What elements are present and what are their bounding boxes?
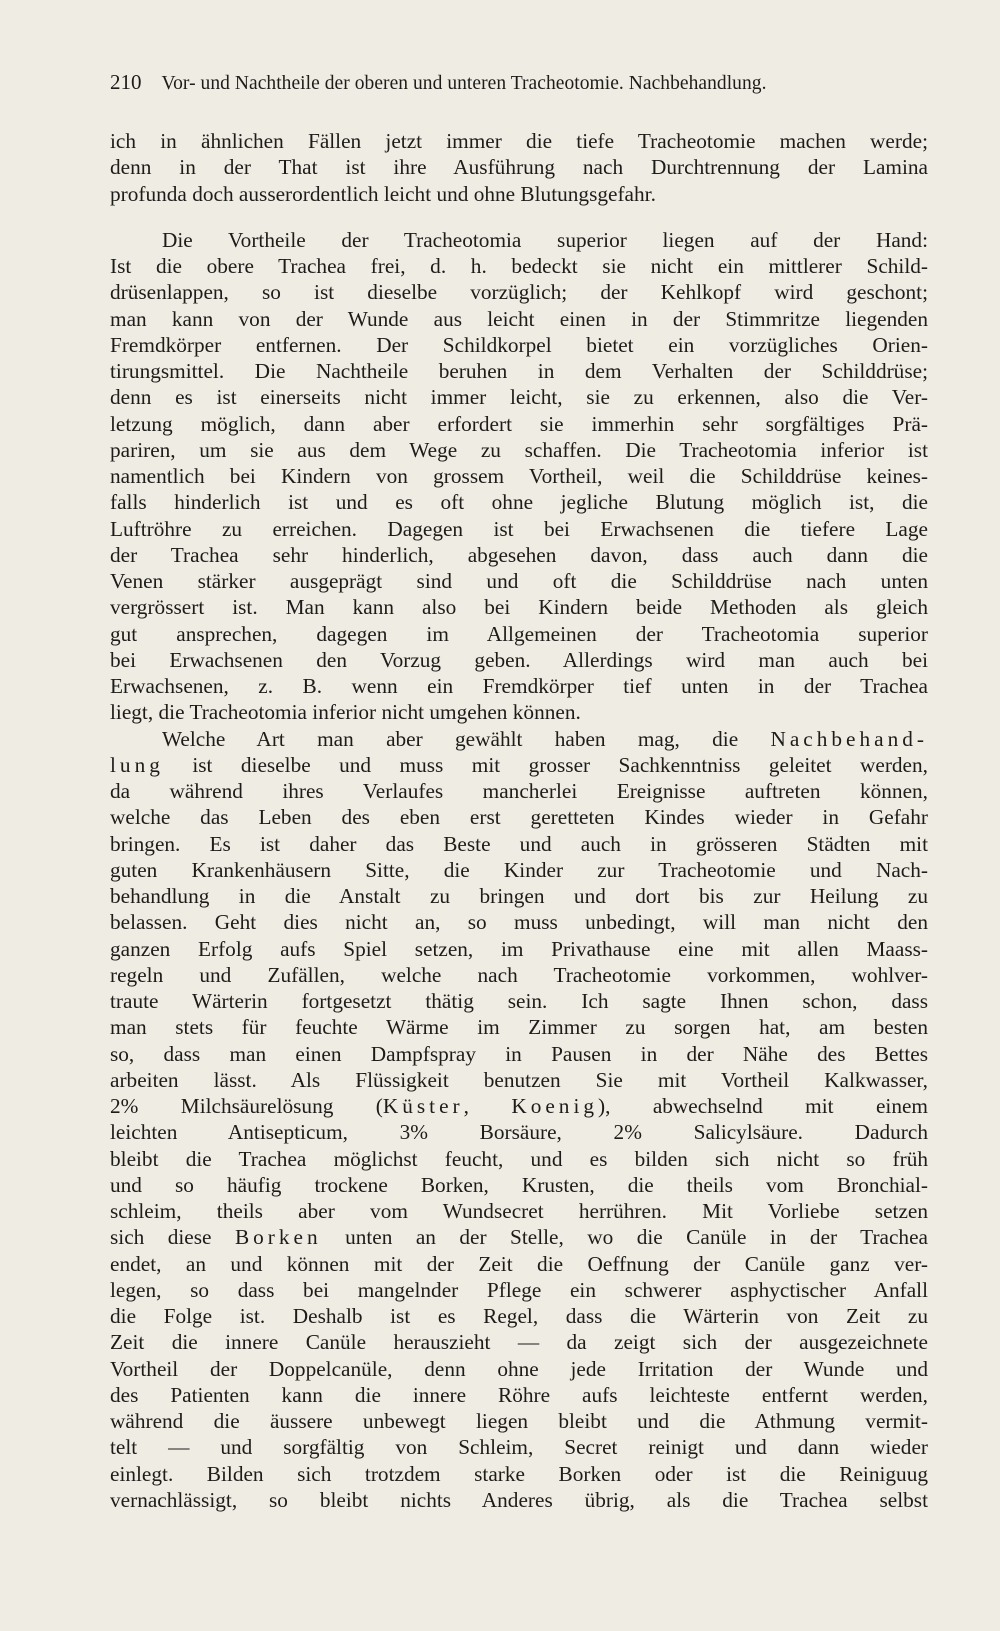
text-line: falls hinderlich ist und es oft ohne jegliche Blutung möglich ist, die [110,490,928,515]
text-line: ganzen Erfolg aufs Spiel setzen, im Privathause eine mit allen Maass- [110,936,928,961]
text-line: regeln und Zufällen, welche nach Tracheotomie vorkommen, wohlver- [110,962,928,987]
text-line: letzung möglich, dann aber erfordert sie immerhin sehr sorgfältiges Prä- [110,411,928,436]
text-line: Vortheil der Doppelcanüle, denn ohne jede Irritation der Wunde und [110,1356,928,1381]
text-line: schleim, theils aber vom Wundsecret herrühren. Mit Vorliebe setzen [110,1199,928,1223]
text-line: Die Vortheile der Tracheotomia superior liegen auf der Hand: [162,227,928,252]
text-line: so, dass man einen Dampfspray in Pausen in der Nähe des Bettes [110,1041,928,1066]
paragraph [110,227,928,726]
text-line: legen, so dass bei mangelnder Pflege ein schwerer asphyctischer Anfall [110,1277,928,1302]
text-line: denn es ist einerseits nicht immer leicht, sie zu erkennen, also die Ver- [110,385,928,410]
text-line: welche das Leben des eben erst geretteten Kindes wieder in Gefahr [110,805,928,830]
text-line: namentlich bei Kindern von grossem Vortheil, weil die Schilddrüse keines- [110,464,928,488]
running-title: Vor- und Nachtheile der oberen und unteren Tracheotomie. Nachbehandlung. [161,73,767,94]
text-line: die Folge ist. Deshalb ist es Regel, dass die Wärterin von Zeit zu [110,1304,928,1328]
text-line: einlegt. Bilden sich trotzdem starke Borken oder ist die Reiniguug [110,1461,928,1486]
text-line: ich in ähnlichen Fällen jetzt immer die tiefe Tracheotomie machen werde; [110,129,928,153]
text-line: belassen. Geht dies nicht an, so muss unbedingt, will man nicht den [110,910,928,935]
text-line: während die äussere unbewegt liegen bleibt und die Athmung vermit- [110,1409,928,1433]
text-line: Luftröhre zu erreichen. Dagegen ist bei Erwachsenen die tiefere Lage [110,516,928,541]
text-line: bleibt die Trachea möglichst feucht, und es bilden sich nicht so früh [110,1146,928,1171]
paragraph-gap [110,207,928,227]
text-line: des Patienten kann die innere Röhre aufs leichteste entfernt werden, [110,1382,928,1407]
page-number: 210 [110,70,142,94]
text-line: tirungsmittel. Die Nachtheile beruhen in dem Verhalten der Schilddrüse; [110,359,928,383]
text-line: vergrössert ist. Man kann also bei Kindern beide Methoden als gleich [110,595,928,620]
text-line: traute Wärterin fortgesetzt thätig sein. Ich sagte Ihnen schon, dass [110,989,928,1013]
text-line: Welche Art man aber gewählt haben mag, die Nachbehand- [162,726,928,751]
text-line: guten Krankenhäusern Sitte, die Kinder zur Tracheotomie und Nach- [110,857,928,882]
text-line: da während ihres Verlaufes mancherlei Ereignisse auftreten können, [110,779,928,803]
text-line: Ist die obere Trachea frei, d. h. bedeckt sie nicht ein mittlerer Schild- [110,254,928,278]
body-text [110,128,928,1513]
text-line: bringen. Es ist daher das Beste und auch in grösseren Städten mit [110,831,928,856]
text-line: Fremdkörper entfernen. Der Schildkorpel bietet ein vorzügliches Orien- [110,332,928,357]
text-line: pariren, um sie aus dem Wege zu schaffen. Die Tracheotomia inferior ist [110,437,928,462]
text-line: behandlung in die Anstalt zu bringen und dort bis zur Heilung zu [110,884,928,908]
text-line: Zeit die innere Canüle herauszieht — da zeigt sich der ausgezeichnete [110,1330,928,1355]
text-line: Erwachsenen, z. B. wenn ein Fremdkörper tief unten in der Trachea [110,674,928,698]
text-line: endet, an und können mit der Zeit die Oeffnung der Canüle ganz ver- [110,1251,928,1276]
text-line: und so häufig trockene Borken, Krusten, die theils vom Bronchial- [110,1172,928,1197]
text-line: telt — und sorgfältig von Schleim, Secret reinigt und dann wieder [110,1435,928,1460]
text-line: lung ist dieselbe und muss mit grosser Sachkenntniss geleitet werden, [110,752,928,777]
text-line: 2% Milchsäurelösung (Küster, Koenig), abwechselnd mit einem [110,1094,928,1118]
text-line: sich diese Borken unten an der Stelle, wo die Canüle in der Trachea [110,1225,928,1250]
text-line: Venen stärker ausgeprägt sind und oft die Schilddrüse nach unten [110,569,928,593]
paragraph [110,128,928,207]
text-line: man stets für feuchte Wärme im Zimmer zu sorgen hat, am besten [110,1015,928,1040]
paragraph [110,726,928,1514]
text-line: liegt, die Tracheotomia inferior nicht umgehen können. [110,700,581,725]
text-line: man kann von der Wunde aus leicht einen in der Stimmritze liegenden [110,306,928,331]
page-header [110,70,928,96]
text-line: drüsenlappen, so ist dieselbe vorzüglich; der Kehlkopf wird geschont; [110,280,928,305]
text-line: denn in der That ist ihre Ausführung nach Durchtrennung der Lamina [110,155,928,180]
text-line: der Trachea sehr hinderlich, abgesehen davon, dass auch dann die [110,542,928,567]
text-line: leichten Antisepticum, 3% Borsäure, 2% Salicylsäure. Dadurch [110,1120,928,1145]
text-line: profunda doch ausserordentlich leicht und ohne Blutungsgefahr. [110,181,656,206]
text-line: arbeiten lässt. Als Flüssigkeit benutzen Sie mit Vortheil Kalkwasser, [110,1067,928,1092]
text-line: bei Erwachsenen den Vorzug geben. Allerdings wird man auch bei [110,647,928,672]
text-line: vernachlässigt, so bleibt nichts Anderes übrig, als die Trachea selbst [110,1487,928,1512]
text-line: gut ansprechen, dagegen im Allgemeinen der Tracheotomia superior [110,621,928,646]
